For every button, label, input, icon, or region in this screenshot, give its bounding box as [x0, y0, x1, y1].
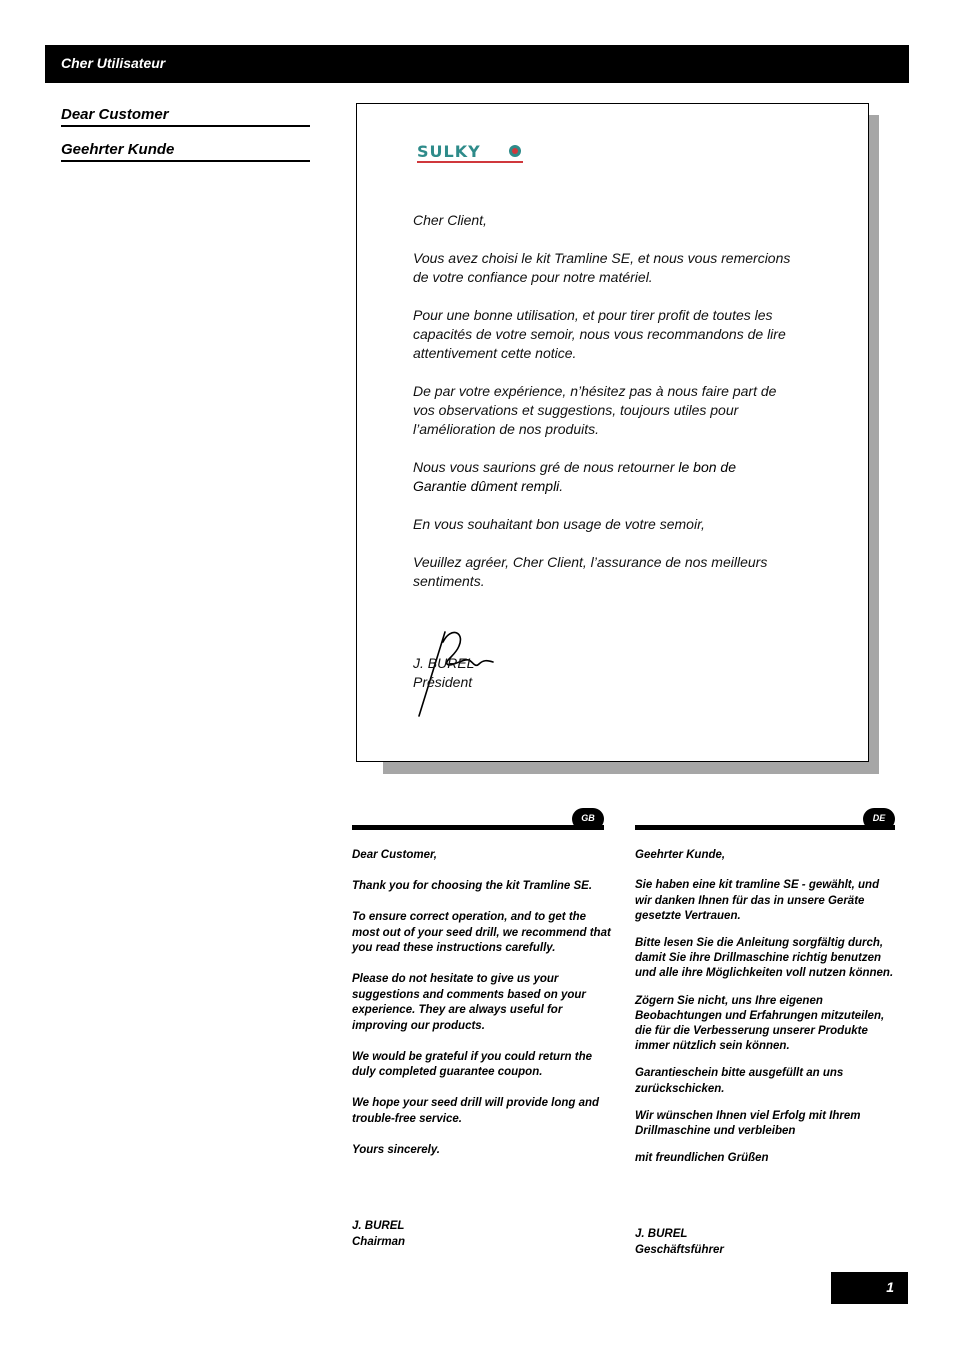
german-paragraph: Zögern Sie nicht, uns Ihre eigenen Beobachtungen und Erfahrungen mitzuteilen, die für die Verbesserung unserer Produkte immer nützlich sein können.: [635, 994, 885, 1053]
guarantee-suffix: .: [559, 478, 564, 494]
german-paragraph: Wir wünschen Ihnen viel Erfolg mit Ihrem Drillmaschine und verbleiben: [635, 1109, 861, 1138]
letter-paragraph: Veuillez agréer, Cher Client, l’assurance de nos meilleurs sentiments.: [413, 554, 768, 589]
letter-paragraph: Pour une bonne utilisation, et pour tirer profit de toutes les capacités de votre semoir, nous vous recommandons de lire attentivement cette notice.: [413, 307, 786, 361]
german-paragraph: mit freundlichen Grüßen: [635, 1152, 769, 1165]
column-rule: [635, 825, 895, 830]
letter-signature-block: [413, 654, 474, 692]
guarantee-prefix: Nous vous saurions gré de nous retourner: [413, 459, 679, 475]
language-badge-de: DE: [863, 808, 895, 830]
german-paragraph: Geehrter Kunde,: [635, 849, 726, 861]
english-paragraph: Dear Customer,: [352, 849, 438, 861]
signer-title: Chairman: [352, 1235, 406, 1248]
german-paragraph: Garantieschein bitte ausgefüllt an uns zurückschicken.: [635, 1067, 844, 1095]
french-letter: [356, 103, 869, 762]
signer-name: J. BUREL: [352, 1220, 405, 1232]
logo-emblem-icon: [509, 145, 521, 157]
sulky-logo: [417, 142, 527, 164]
signer-name: J. BUREL: [635, 1228, 688, 1240]
english-paragraph: We hope your seed drill will provide long and trouble-free service.: [352, 1097, 600, 1125]
guarantee-emphasis: le bon de Garantie dûment rempli: [413, 459, 736, 494]
language-badge-gb: GB: [572, 808, 604, 830]
page-title: Cher Utilisateur: [61, 55, 166, 71]
signer-title: Geschäftsführer: [635, 1243, 724, 1256]
page-number-box: [831, 1272, 908, 1304]
german-paragraph: Sie haben eine kit tramline SE - gewählt, und wir danken Ihnen für das in unsere Geräte gesetzte Vertrauen.: [635, 879, 880, 922]
german-signature-block: [635, 1227, 724, 1258]
letter-paragraph: En vous souhaitant bon usage de votre semoir,: [413, 516, 705, 532]
section-title-german: Geehrter Kunde: [61, 141, 310, 162]
english-paragraph: Yours sincerely.: [352, 1143, 440, 1156]
english-signature-block: [352, 1219, 405, 1250]
logo-text: SULKY: [417, 142, 481, 161]
column-rule: [352, 825, 604, 830]
letter-body: [413, 211, 793, 610]
section-title-english: Dear Customer: [61, 106, 310, 127]
english-paragraph: Thank you for choosing the kit Tramline SE.: [352, 880, 593, 892]
letter-paragraph: Cher Client,: [413, 212, 487, 228]
english-paragraph: We would be grateful if you could return the duly completed guarantee coupon.: [352, 1050, 593, 1078]
letter-paragraph: Vous avez choisi le kit Tramline SE, et nous vous remercions de votre confiance pour notre matériel.: [413, 250, 791, 285]
signer-name: J. BUREL: [413, 655, 475, 671]
logo-underline: [417, 161, 523, 163]
page-number: 1: [886, 1279, 894, 1295]
header-bar: [45, 45, 909, 83]
letter-paragraph: De par votre expérience, n’hésitez pas à nous faire part de vos observations et suggestions, toujours utiles pour l’amélioration de nos produits.: [413, 383, 777, 437]
letter-paragraph-guarantee: [413, 458, 793, 496]
german-paragraph: Bitte lesen Sie die Anleitung sorgfältig durch, damit Sie ihre Drillmaschine richtig benutzen und alle ihre Möglichkeiten voll nutzen können.: [635, 937, 894, 980]
english-paragraph: To ensure correct operation, and to get the most out of your seed drill, we recommend that you read these instructions carefully.: [352, 911, 611, 954]
german-body: [635, 848, 895, 1182]
signer-title: Président: [413, 674, 473, 690]
english-body: [352, 848, 614, 1174]
english-paragraph: Please do not hesitate to give us your suggestions and comments based on your experience. They are always useful for improving our products.: [352, 973, 586, 1032]
